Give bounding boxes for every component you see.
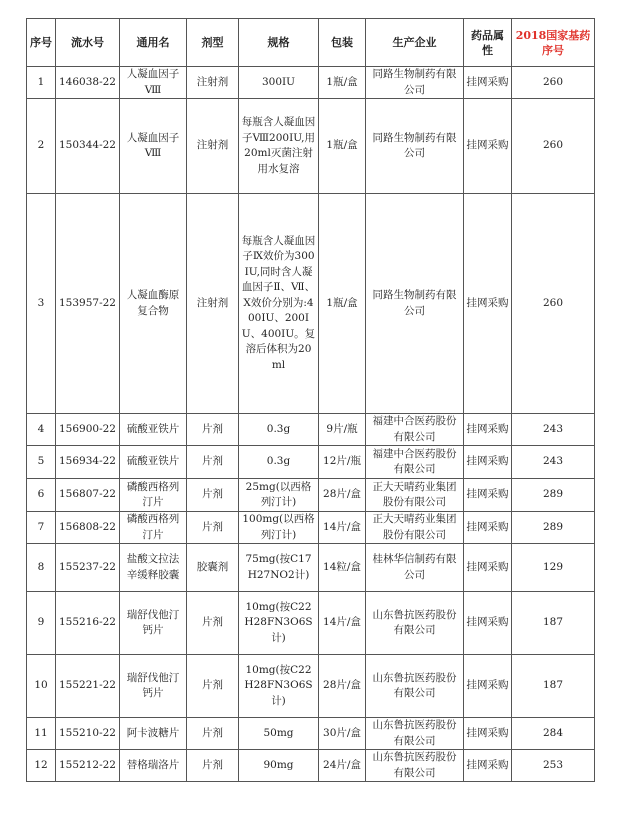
cell-pack: 12片/瓶	[319, 446, 366, 479]
cell-pack: 1瓶/盒	[319, 99, 366, 194]
cell-no: 10	[27, 655, 56, 718]
cell-no: 1	[27, 67, 56, 99]
cell-base-no: 289	[512, 512, 595, 544]
cell-no: 8	[27, 544, 56, 592]
header-attr: 药品属性	[464, 19, 512, 67]
cell-no: 6	[27, 479, 56, 512]
table-row	[27, 414, 595, 446]
cell-base-no: 243	[512, 446, 595, 479]
cell-serial: 150344-22	[56, 99, 120, 194]
cell-serial: 156808-22	[56, 512, 120, 544]
table-row	[27, 718, 595, 750]
cell-attr: 挂网采购	[464, 194, 512, 414]
cell-maker: 同路生物制药有限公司	[366, 99, 464, 194]
cell-serial: 146038-22	[56, 67, 120, 99]
cell-pack: 1瓶/盒	[319, 194, 366, 414]
cell-form: 胶囊剂	[187, 544, 239, 592]
cell-name: 人凝血酶原复合物	[120, 194, 187, 414]
cell-name: 替格瑞洛片	[120, 750, 187, 782]
cell-base-no: 243	[512, 414, 595, 446]
cell-pack: 28片/盒	[319, 655, 366, 718]
cell-form: 片剂	[187, 750, 239, 782]
cell-spec: 75mg(按C17H27NO2计)	[239, 544, 319, 592]
table-row	[27, 194, 595, 414]
cell-form: 片剂	[187, 414, 239, 446]
cell-no: 4	[27, 414, 56, 446]
cell-maker: 桂林华信制药有限公司	[366, 544, 464, 592]
cell-name: 硫酸亚铁片	[120, 414, 187, 446]
cell-spec: 每瓶含人凝血因子Ⅸ效价为300IU,同时含人凝血因子Ⅱ、Ⅶ、Ⅹ效价分别为:400IU、200IU、400IU。复溶后体积为20ml	[239, 194, 319, 414]
header-serial: 流水号	[56, 19, 120, 67]
cell-attr: 挂网采购	[464, 718, 512, 750]
cell-no: 12	[27, 750, 56, 782]
cell-no: 2	[27, 99, 56, 194]
cell-maker: 福建中合医药股份有限公司	[366, 414, 464, 446]
cell-attr: 挂网采购	[464, 544, 512, 592]
table-row	[27, 446, 595, 479]
cell-pack: 14粒/盒	[319, 544, 366, 592]
cell-form: 注射剂	[187, 99, 239, 194]
cell-name: 人凝血因子Ⅷ	[120, 99, 187, 194]
cell-name: 瑞舒伐他汀钙片	[120, 592, 187, 655]
cell-form: 片剂	[187, 512, 239, 544]
cell-form: 片剂	[187, 655, 239, 718]
cell-serial: 155237-22	[56, 544, 120, 592]
cell-base-no: 284	[512, 718, 595, 750]
cell-form: 片剂	[187, 479, 239, 512]
cell-spec: 10mg(按C22H28FN3O6S计)	[239, 655, 319, 718]
cell-spec: 0.3g	[239, 446, 319, 479]
cell-no: 11	[27, 718, 56, 750]
cell-base-no: 260	[512, 194, 595, 414]
cell-maker: 正大天晴药业集团股份有限公司	[366, 479, 464, 512]
cell-base-no: 187	[512, 592, 595, 655]
cell-pack: 30片/盒	[319, 718, 366, 750]
cell-serial: 156934-22	[56, 446, 120, 479]
cell-serial: 155221-22	[56, 655, 120, 718]
cell-spec: 每瓶含人凝血因子Ⅷ200IU,用20ml灭菌注射用水复溶	[239, 99, 319, 194]
header-name: 通用名	[120, 19, 187, 67]
cell-serial: 155212-22	[56, 750, 120, 782]
cell-pack: 14片/盒	[319, 592, 366, 655]
cell-base-no: 187	[512, 655, 595, 718]
cell-no: 3	[27, 194, 56, 414]
cell-maker: 山东鲁抗医药股份有限公司	[366, 592, 464, 655]
table-row	[27, 479, 595, 512]
cell-attr: 挂网采购	[464, 99, 512, 194]
cell-form: 注射剂	[187, 194, 239, 414]
drug-list-table	[26, 18, 595, 782]
cell-attr: 挂网采购	[464, 655, 512, 718]
cell-spec: 90mg	[239, 750, 319, 782]
cell-maker: 山东鲁抗医药股份有限公司	[366, 655, 464, 718]
cell-form: 片剂	[187, 718, 239, 750]
cell-serial: 155216-22	[56, 592, 120, 655]
document-page	[26, 18, 595, 782]
cell-base-no: 260	[512, 99, 595, 194]
cell-form: 片剂	[187, 446, 239, 479]
cell-attr: 挂网采购	[464, 67, 512, 99]
cell-base-no: 289	[512, 479, 595, 512]
table-row	[27, 544, 595, 592]
cell-spec: 0.3g	[239, 414, 319, 446]
table-row	[27, 655, 595, 718]
cell-maker: 同路生物制药有限公司	[366, 194, 464, 414]
cell-name: 盐酸文拉法辛缓释胶囊	[120, 544, 187, 592]
header-no: 序号	[27, 19, 56, 67]
header-pack: 包装	[319, 19, 366, 67]
cell-attr: 挂网采购	[464, 479, 512, 512]
table-row	[27, 592, 595, 655]
header-base-no: 2018国家基药序号	[512, 19, 595, 67]
cell-serial: 155210-22	[56, 718, 120, 750]
cell-attr: 挂网采购	[464, 414, 512, 446]
cell-base-no: 260	[512, 67, 595, 99]
table-row	[27, 99, 595, 194]
cell-serial: 156900-22	[56, 414, 120, 446]
cell-name: 瑞舒伐他汀钙片	[120, 655, 187, 718]
cell-maker: 山东鲁抗医药股份有限公司	[366, 750, 464, 782]
cell-pack: 28片/盒	[319, 479, 366, 512]
cell-form: 注射剂	[187, 67, 239, 99]
cell-pack: 14片/盒	[319, 512, 366, 544]
table-header-row	[27, 19, 595, 67]
cell-base-no: 253	[512, 750, 595, 782]
cell-attr: 挂网采购	[464, 512, 512, 544]
cell-name: 硫酸亚铁片	[120, 446, 187, 479]
cell-name: 人凝血因子Ⅷ	[120, 67, 187, 99]
cell-pack: 24片/盒	[319, 750, 366, 782]
header-maker: 生产企业	[366, 19, 464, 67]
cell-attr: 挂网采购	[464, 446, 512, 479]
cell-name: 磷酸西格列汀片	[120, 479, 187, 512]
cell-spec: 10mg(按C22H28FN3O6S计)	[239, 592, 319, 655]
cell-serial: 156807-22	[56, 479, 120, 512]
cell-pack: 1瓶/盒	[319, 67, 366, 99]
cell-maker: 正大天晴药业集团股份有限公司	[366, 512, 464, 544]
cell-no: 5	[27, 446, 56, 479]
table-row	[27, 512, 595, 544]
cell-attr: 挂网采购	[464, 592, 512, 655]
cell-attr: 挂网采购	[464, 750, 512, 782]
cell-name: 磷酸西格列汀片	[120, 512, 187, 544]
cell-spec: 100mg(以西格列汀计)	[239, 512, 319, 544]
table-row	[27, 67, 595, 99]
table-row	[27, 750, 595, 782]
cell-spec: 25mg(以西格列汀计)	[239, 479, 319, 512]
header-spec: 规格	[239, 19, 319, 67]
cell-pack: 9片/瓶	[319, 414, 366, 446]
header-form: 剂型	[187, 19, 239, 67]
cell-maker: 福建中合医药股份有限公司	[366, 446, 464, 479]
cell-maker: 山东鲁抗医药股份有限公司	[366, 718, 464, 750]
cell-name: 阿卡波糖片	[120, 718, 187, 750]
cell-base-no: 129	[512, 544, 595, 592]
cell-form: 片剂	[187, 592, 239, 655]
cell-spec: 50mg	[239, 718, 319, 750]
cell-no: 9	[27, 592, 56, 655]
cell-serial: 153957-22	[56, 194, 120, 414]
cell-no: 7	[27, 512, 56, 544]
cell-spec: 300IU	[239, 67, 319, 99]
cell-maker: 同路生物制药有限公司	[366, 67, 464, 99]
